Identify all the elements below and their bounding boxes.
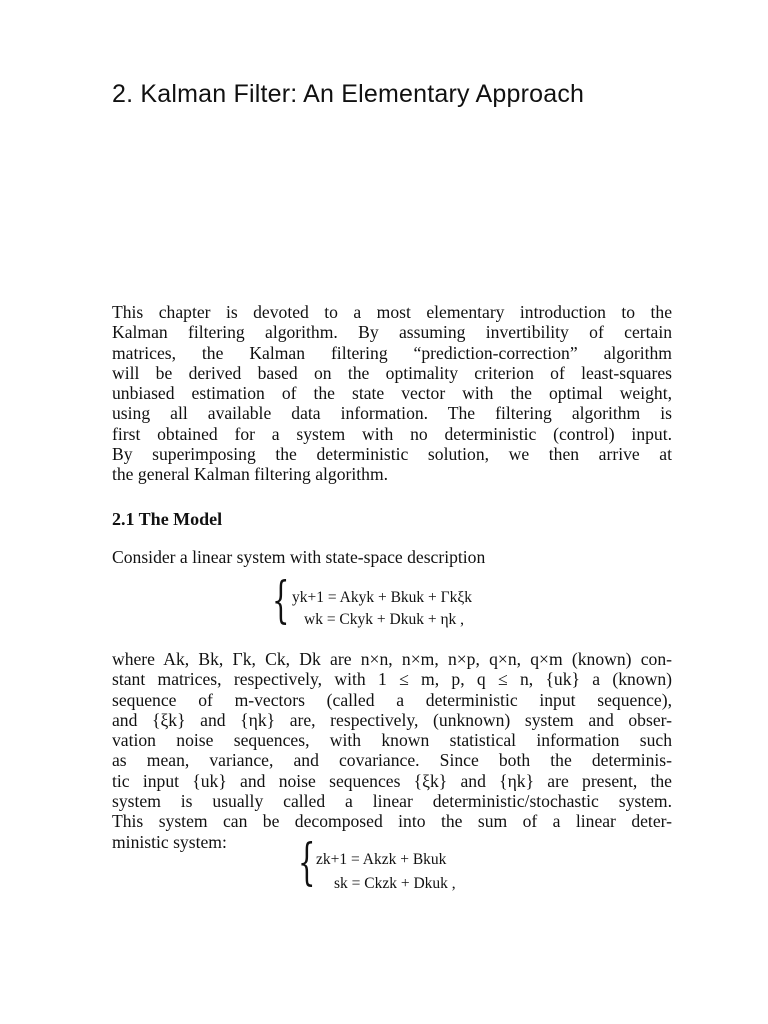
intro-line: This chapter is devoted to a most elementary introduction to the (112, 302, 672, 322)
body-line: system is usually called a linear deterministic/stochastic system. (112, 791, 672, 812)
intro-line: using all available data information. The filtering algorithm is (112, 403, 672, 424)
body-line: vation noise sequences, with known statistical information such (112, 730, 672, 751)
equation-state: yk+1 = Akyk + Bkuk + Γkξk (292, 589, 473, 606)
intro-line: the general Kalman filtering algorithm. (112, 464, 389, 485)
intro-line: first obtained for a system with no deterministic (control) input. (112, 423, 672, 444)
intro-line: will be derived based on the optimality criterion of least-squares (112, 362, 672, 383)
equation-deterministic-output: sk = Ckzk + Dkuk , (334, 875, 456, 892)
intro-line: matrices, the Kalman filtering “prediction-correction” algorithm (112, 342, 672, 363)
body-line: stant matrices, respectively, with 1 ≤ m, p, q ≤ n, {uk} a (known) (112, 669, 672, 690)
model-description-paragraph (112, 649, 672, 852)
section-heading: 2.1 The Model (112, 509, 223, 529)
state-space-equations (272, 571, 572, 633)
equation-observation: wk = Ckyk + Dkuk + ηk , (304, 611, 465, 628)
intro-paragraph (112, 302, 672, 485)
body-line: ministic system: (112, 831, 227, 852)
body-line: and {ξk} and {ηk} are, respectively, (unknown) system and obser- (112, 709, 672, 730)
body-line: as mean, variance, and covariance. Since both the determinis- (112, 750, 672, 771)
body-line: tic input {uk} and noise sequences {ξk} and {ηk} are present, the (112, 770, 672, 791)
deterministic-equations (298, 833, 558, 895)
intro-line: By superimposing the deterministic solution, we then arrive at (112, 444, 672, 465)
left-brace-icon: { (298, 833, 316, 891)
intro-line: unbiased estimation of the state vector with the optimal weight, (112, 383, 672, 404)
chapter-title: 2. Kalman Filter: An Elementary Approach (112, 80, 585, 108)
body-line: where Ak, Bk, Γk, Ck, Dk are n×n, n×m, n×p, q×n, q×m (known) con- (112, 649, 672, 669)
body-line: This system can be decomposed into the sum of a linear deter- (112, 811, 672, 832)
section-lead-sentence: Consider a linear system with state-space description (112, 547, 486, 567)
intro-line: Kalman filtering algorithm. By assuming invertibility of certain (112, 322, 672, 343)
equation-deterministic-state: zk+1 = Akzk + Bkuk (316, 851, 447, 868)
left-brace-icon: { (272, 571, 290, 629)
body-line: sequence of m-vectors (called a deterministic input sequence), (112, 689, 672, 710)
